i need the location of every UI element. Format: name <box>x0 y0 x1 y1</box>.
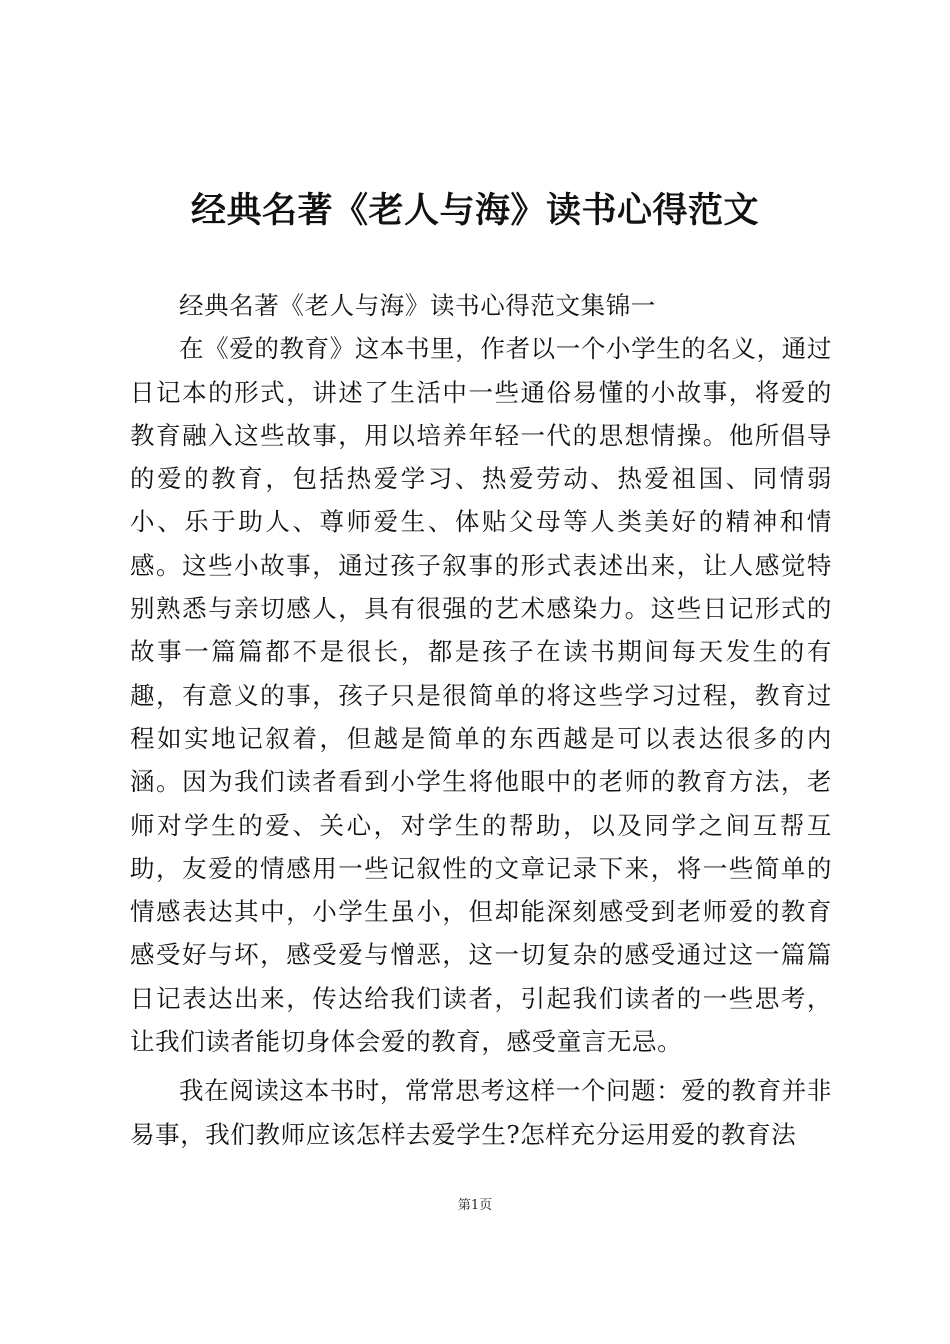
body-paragraph-1: 在《爱的教育》这本书里，作者以一个小学生的名义，通过日记本的形式，讲述了生活中一些通俗易懂的小故事，将爱的教育融入这些故事，用以培养年轻一代的思想情操。他所倡导的爱的教育，包括热爱学习、热爱劳动、热爱祖国、同情弱小、乐于助人、尊师爱生、体贴父母等人类美好的精神和情感。这些小故事，通过孩子叙事的形式表述出来，让人感觉特别熟悉与亲切感人，具有很强的艺术感染力。这些日记形式的故事一篇篇都不是很长，都是孩子在读书期间每天发生的有趣，有意义的事，孩子只是很简单的将这些学习过程，教育过程如实地记叙着，但越是简单的东西越是可以表达很多的内涵。因为我们读者看到小学生将他眼中的老师的教育方法，老师对学生的爱、关心，对学生的帮助，以及同学之间互帮互助，友爱的情感用一些记叙性的文章记录下来，将一些简单的情感表达其中，小学生虽小，但却能深刻感受到老师爱的教育感受好与坏，感受爱与憎恶，这一切复杂的感受通过这一篇篇日记表达出来，传达给我们读者，引起我们读者的一些思考，让我们读者能切身体会爱的教育，感受童言无忌。 <box>130 334 832 1057</box>
body-paragraph-2: 我在阅读这本书时，常常思考这样一个问题：爱的教育并非易事，我们教师应该怎样去爱学生?怎样充分运用爱的教育法 <box>130 1076 832 1149</box>
page-number: 第1页 <box>457 1198 493 1213</box>
document-body <box>130 284 832 1156</box>
document-title: 经典名著《老人与海》读书心得范文 <box>190 190 759 231</box>
section-subheading: 经典名著《老人与海》读书心得范文集锦一 <box>179 291 656 320</box>
